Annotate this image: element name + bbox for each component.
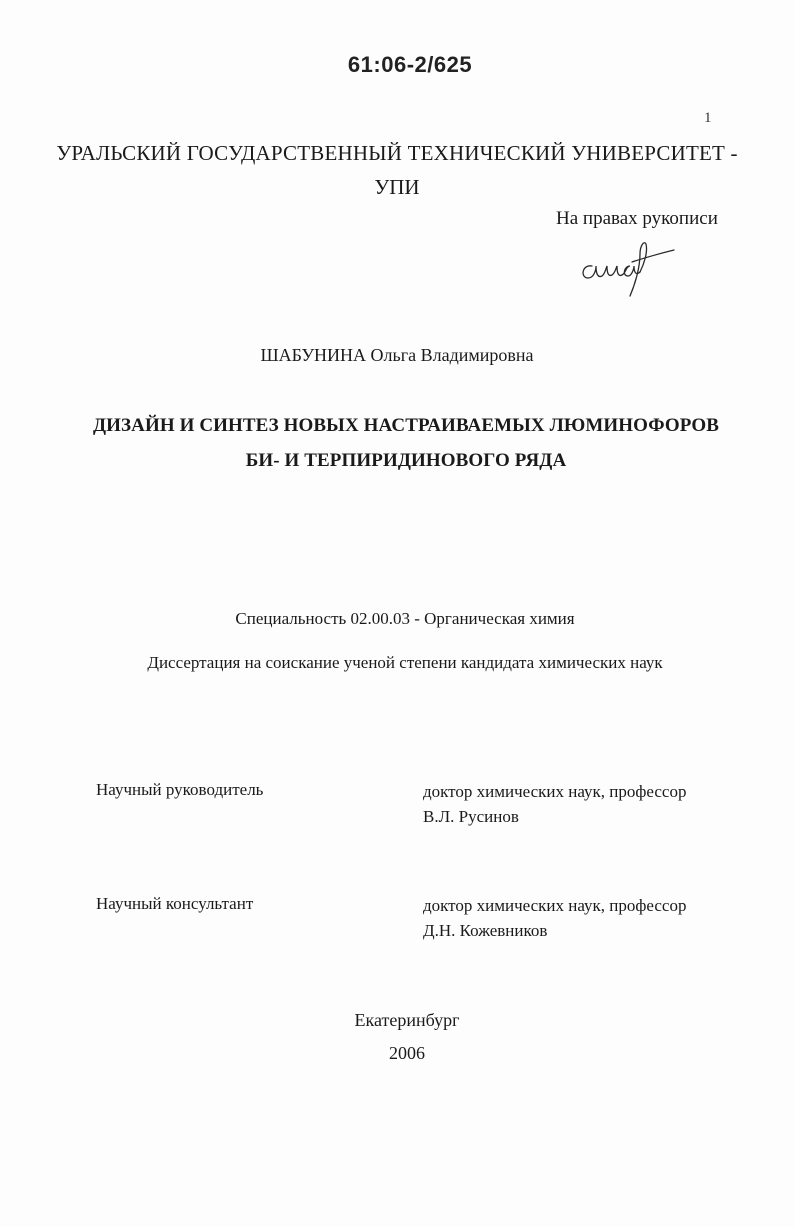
consultant-name: Д.Н. Кожевников [423, 921, 548, 940]
degree-statement: Диссертация на соискание ученой степени кандидата химических наук [147, 653, 663, 672]
catalog-number: 61:06-2/625 [347, 52, 473, 77]
year: 2006 [389, 1043, 425, 1063]
supervisor-name: В.Л. Русинов [423, 807, 519, 826]
title-line-2: БИ- И ТЕРПИРИДИНОВОГО РЯДА [245, 450, 567, 471]
manuscript-rights-note: На правах рукописи [556, 208, 718, 229]
supervisor-title: доктор химических наук, профессор [423, 782, 687, 801]
consultant-label: Научный консультант [96, 894, 254, 913]
supervisor-info [423, 779, 686, 829]
university-abbreviation: УПИ [374, 175, 420, 199]
supervisor-label: Научный руководитель [96, 780, 264, 799]
city: Екатеринбург [354, 1010, 460, 1030]
specialty: Специальность 02.00.03 - Органическая химия [235, 609, 575, 628]
consultant-title: доктор химических наук, профессор [423, 896, 687, 915]
page-number: 1 [704, 110, 712, 126]
university-name: УРАЛЬСКИЙ ГОСУДАРСТВЕННЫЙ ТЕХНИЧЕСКИЙ УНИВЕРСИТЕТ - [56, 141, 738, 165]
handwritten-signature [574, 238, 684, 302]
author-name: ШАБУНИНА Ольга Владимировна [260, 345, 534, 365]
consultant-info [423, 893, 686, 943]
dissertation-title [0, 408, 794, 478]
title-line-1: ДИЗАЙН И СИНТЕЗ НОВЫХ НАСТРАИВАЕМЫХ ЛЮМИНОФОРОВ [92, 415, 719, 436]
